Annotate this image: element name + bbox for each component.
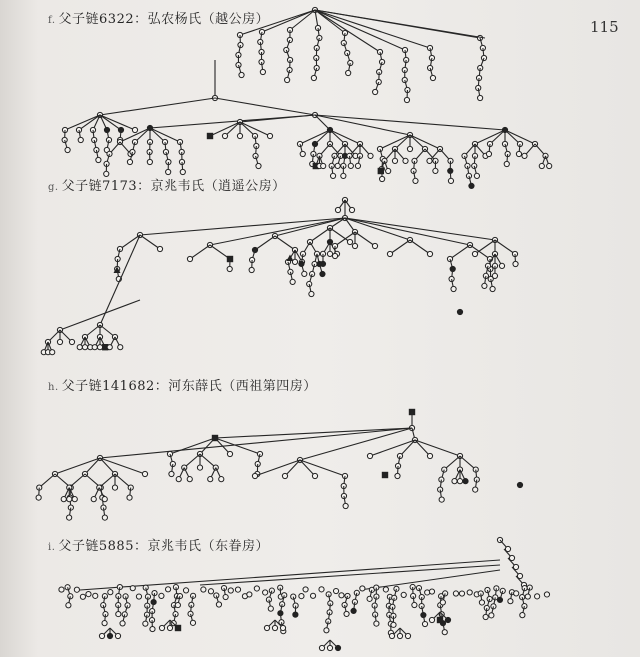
- person-node: [372, 243, 377, 248]
- person-node: [490, 286, 495, 291]
- person-node: [497, 597, 502, 602]
- person-node: [208, 477, 213, 482]
- person-node: [227, 266, 232, 271]
- person-node: [429, 617, 434, 622]
- tree-edge: [100, 428, 412, 458]
- person-node: [82, 345, 87, 350]
- person-node: [352, 243, 357, 248]
- person-node: [389, 633, 394, 638]
- person-node: [422, 621, 427, 626]
- tree-edge: [275, 236, 295, 250]
- person-node: [247, 592, 252, 597]
- person-node: [86, 592, 91, 597]
- tree-edge: [240, 10, 315, 35]
- person-node: [407, 146, 412, 151]
- person-node: [373, 89, 378, 94]
- person-node: [165, 587, 170, 592]
- tree-edge: [190, 245, 210, 259]
- person-node: [525, 594, 530, 599]
- tree-edge: [140, 218, 345, 235]
- person-node: [520, 613, 525, 618]
- person-node: [187, 477, 192, 482]
- person-node: [437, 617, 443, 623]
- person-node: [216, 602, 221, 607]
- person-node: [457, 309, 462, 314]
- caption-g-tag: g.: [48, 182, 59, 193]
- person-node: [332, 253, 337, 258]
- person-node: [401, 592, 406, 597]
- person-node: [403, 158, 408, 163]
- person-node: [427, 453, 432, 458]
- person-node: [539, 163, 544, 168]
- person-node: [349, 207, 354, 212]
- person-node: [285, 77, 290, 82]
- person-node: [57, 339, 62, 344]
- tree-edge: [215, 98, 315, 115]
- person-node: [280, 625, 285, 630]
- person-node: [176, 477, 181, 482]
- person-node: [453, 591, 458, 596]
- person-node: [292, 259, 297, 264]
- person-node: [425, 590, 430, 595]
- tree-edge: [444, 456, 460, 470]
- person-node: [513, 261, 518, 266]
- person-node: [378, 168, 384, 174]
- person-node: [467, 590, 472, 595]
- person-node: [65, 147, 70, 152]
- caption-g-text: 父子链7173：京兆韦氏（逍遥公房）: [61, 179, 286, 194]
- person-node: [319, 587, 324, 592]
- person-node: [508, 599, 513, 604]
- person-node: [302, 271, 307, 276]
- person-node: [430, 75, 435, 80]
- person-node: [80, 594, 85, 599]
- person-node: [445, 617, 450, 622]
- person-node: [147, 159, 152, 164]
- person-node: [96, 157, 101, 162]
- person-node: [268, 606, 273, 611]
- tree-edge: [315, 115, 505, 130]
- person-node: [486, 151, 491, 156]
- person-node: [74, 587, 79, 592]
- person-node: [339, 593, 344, 598]
- tree-edge: [460, 456, 476, 470]
- caption-f-tag: f.: [48, 15, 56, 26]
- person-node: [252, 473, 257, 478]
- tree-edge: [140, 235, 160, 249]
- person-node: [335, 207, 340, 212]
- person-node: [360, 586, 365, 591]
- person-node: [227, 451, 232, 456]
- person-node: [335, 645, 340, 650]
- person-node: [367, 596, 372, 601]
- tree-edge: [184, 454, 200, 468]
- person-node: [263, 590, 268, 595]
- person-node: [219, 477, 224, 482]
- person-node: [368, 153, 373, 158]
- person-node: [127, 495, 132, 500]
- person-node: [303, 587, 308, 592]
- person-node: [341, 173, 346, 178]
- person-node: [61, 497, 66, 502]
- person-node: [320, 261, 325, 266]
- person-node: [324, 628, 329, 633]
- person-node: [127, 159, 132, 164]
- person-node: [256, 163, 261, 168]
- person-node: [69, 339, 74, 344]
- person-node: [72, 497, 77, 502]
- person-node: [264, 625, 269, 630]
- person-node: [374, 621, 379, 626]
- person-node: [116, 611, 121, 616]
- person-node: [427, 158, 432, 163]
- person-node: [522, 153, 527, 158]
- tree-edge: [355, 232, 375, 246]
- tree-edge: [255, 236, 275, 250]
- person-node: [330, 173, 335, 178]
- person-node: [321, 163, 326, 168]
- caption-i-tag: i.: [48, 542, 56, 553]
- person-node: [93, 593, 98, 598]
- person-node: [459, 591, 464, 596]
- person-node: [499, 263, 504, 268]
- tree-edge: [390, 240, 410, 254]
- person-node: [451, 286, 456, 291]
- person-node: [166, 169, 171, 174]
- person-node: [320, 271, 325, 276]
- person-node: [327, 645, 332, 650]
- tree-edge: [240, 115, 315, 122]
- tree-edge: [450, 245, 470, 259]
- tree-edge: [315, 10, 430, 48]
- tree-edge: [200, 565, 500, 585]
- person-node: [547, 163, 552, 168]
- tree-edge: [345, 218, 495, 240]
- person-node: [143, 621, 148, 626]
- person-node: [442, 630, 447, 635]
- person-node: [413, 178, 418, 183]
- person-node: [367, 453, 372, 458]
- person-node: [169, 471, 174, 476]
- person-node: [514, 591, 519, 596]
- tree-edge: [495, 240, 515, 254]
- person-node: [237, 133, 242, 138]
- person-node: [115, 633, 120, 638]
- person-node: [67, 497, 72, 502]
- person-node: [386, 168, 391, 173]
- caption-h-tag: h.: [48, 382, 59, 393]
- person-node: [473, 487, 478, 492]
- tree-edge: [315, 10, 405, 50]
- person-node: [293, 612, 298, 617]
- tree-edge: [200, 454, 216, 468]
- person-node: [59, 587, 64, 592]
- person-node: [157, 246, 162, 251]
- tree-edge: [80, 560, 500, 590]
- caption-i-text: 父子链5885：京兆韦氏（东眷房）: [58, 539, 269, 554]
- person-node: [343, 503, 348, 508]
- person-node: [92, 345, 97, 350]
- person-node: [108, 590, 113, 595]
- person-node: [478, 95, 483, 100]
- person-node: [474, 173, 479, 178]
- person-node: [78, 137, 83, 142]
- person-node: [433, 168, 438, 173]
- person-node: [489, 613, 494, 618]
- person-node: [348, 163, 353, 168]
- person-node: [207, 133, 213, 139]
- person-node: [102, 621, 107, 626]
- page-number: 115: [590, 18, 619, 36]
- person-node: [405, 633, 410, 638]
- person-node: [404, 97, 409, 102]
- person-node: [290, 279, 295, 284]
- person-node: [267, 133, 272, 138]
- person-node: [310, 593, 315, 598]
- person-node: [355, 163, 360, 168]
- person-node: [107, 633, 112, 638]
- person-node: [254, 586, 259, 591]
- person-node: [132, 127, 137, 132]
- person-node: [102, 497, 107, 502]
- person-node: [130, 586, 135, 591]
- person-node: [150, 626, 155, 631]
- person-node: [50, 350, 55, 355]
- person-node: [197, 465, 202, 470]
- marker-triangle: [287, 255, 294, 262]
- person-node: [335, 163, 340, 168]
- person-node: [299, 593, 304, 598]
- person-node: [175, 602, 180, 607]
- person-node: [91, 497, 96, 502]
- person-node: [282, 473, 287, 478]
- person-node: [112, 485, 117, 490]
- person-node: [183, 588, 188, 593]
- person-node: [469, 183, 474, 188]
- tree-edge: [39, 474, 55, 488]
- person-node: [201, 587, 206, 592]
- person-node: [463, 479, 468, 484]
- person-node: [439, 497, 444, 502]
- person-node: [516, 151, 521, 156]
- person-node: [351, 608, 356, 613]
- tree-edge: [99, 474, 115, 488]
- person-node: [309, 291, 314, 296]
- person-node: [249, 267, 254, 272]
- person-node: [504, 161, 509, 166]
- person-node: [544, 592, 549, 597]
- tree-edge: [310, 228, 330, 242]
- person-node: [517, 482, 522, 487]
- person-node: [311, 75, 316, 80]
- person-node: [535, 594, 540, 599]
- person-node: [102, 515, 107, 520]
- person-node: [180, 169, 185, 174]
- person-node: [159, 593, 164, 598]
- person-node: [190, 620, 195, 625]
- caption-h-text: 父子链141682：河东薛氏（西祖第四房）: [61, 379, 317, 394]
- person-node: [187, 256, 192, 261]
- person-node: [67, 515, 72, 520]
- tree-edge: [410, 240, 430, 254]
- person-node: [319, 645, 324, 650]
- person-node: [395, 473, 400, 478]
- person-node: [97, 345, 102, 350]
- person-node: [300, 151, 305, 156]
- tree-edge: [100, 98, 215, 115]
- person-node: [118, 345, 123, 350]
- person-node: [327, 251, 332, 256]
- tree-edge: [69, 474, 85, 488]
- tree-edge: [330, 228, 350, 242]
- caption-f-text: 父子链6322：弘农杨氏（越公房）: [58, 12, 270, 27]
- person-node: [440, 600, 445, 605]
- person-node: [208, 589, 213, 594]
- person-node: [412, 602, 417, 607]
- person-node: [380, 176, 385, 181]
- person-node: [457, 479, 462, 484]
- person-node: [159, 625, 164, 630]
- marker-square: [382, 472, 388, 478]
- person-node: [312, 473, 317, 478]
- person-node: [483, 614, 488, 619]
- person-node: [492, 273, 497, 278]
- person-node: [36, 495, 41, 500]
- person-node: [175, 625, 181, 631]
- tree-edge: [115, 474, 131, 488]
- person-node: [346, 70, 351, 75]
- person-node: [77, 345, 82, 350]
- person-node: [452, 479, 457, 484]
- person-node: [387, 251, 392, 256]
- person-node: [66, 603, 71, 608]
- person-node: [260, 69, 265, 74]
- person-node: [333, 588, 338, 593]
- person-node: [397, 633, 402, 638]
- person-node: [448, 178, 453, 183]
- person-node: [239, 72, 244, 77]
- tree-edge: [475, 240, 495, 254]
- person-node: [383, 587, 388, 592]
- person-node: [392, 158, 397, 163]
- person-node: [391, 622, 396, 627]
- person-node: [472, 251, 477, 256]
- person-node: [99, 633, 104, 638]
- tree-edge: [290, 10, 315, 30]
- person-node: [235, 587, 240, 592]
- person-node: [222, 133, 227, 138]
- tree-edge: [315, 10, 485, 38]
- person-node: [223, 594, 228, 599]
- person-node: [479, 600, 484, 605]
- person-node: [427, 251, 432, 256]
- person-node: [136, 594, 141, 599]
- person-node: [347, 239, 352, 244]
- person-node: [142, 471, 147, 476]
- person-node: [107, 345, 112, 350]
- person-node: [482, 283, 487, 288]
- person-node: [228, 588, 233, 593]
- person-node: [120, 621, 125, 626]
- person-node: [104, 171, 109, 176]
- person-node: [429, 589, 434, 594]
- person-node: [344, 611, 349, 616]
- person-node: [272, 625, 277, 630]
- tree-edge: [315, 10, 380, 52]
- person-node: [167, 625, 172, 630]
